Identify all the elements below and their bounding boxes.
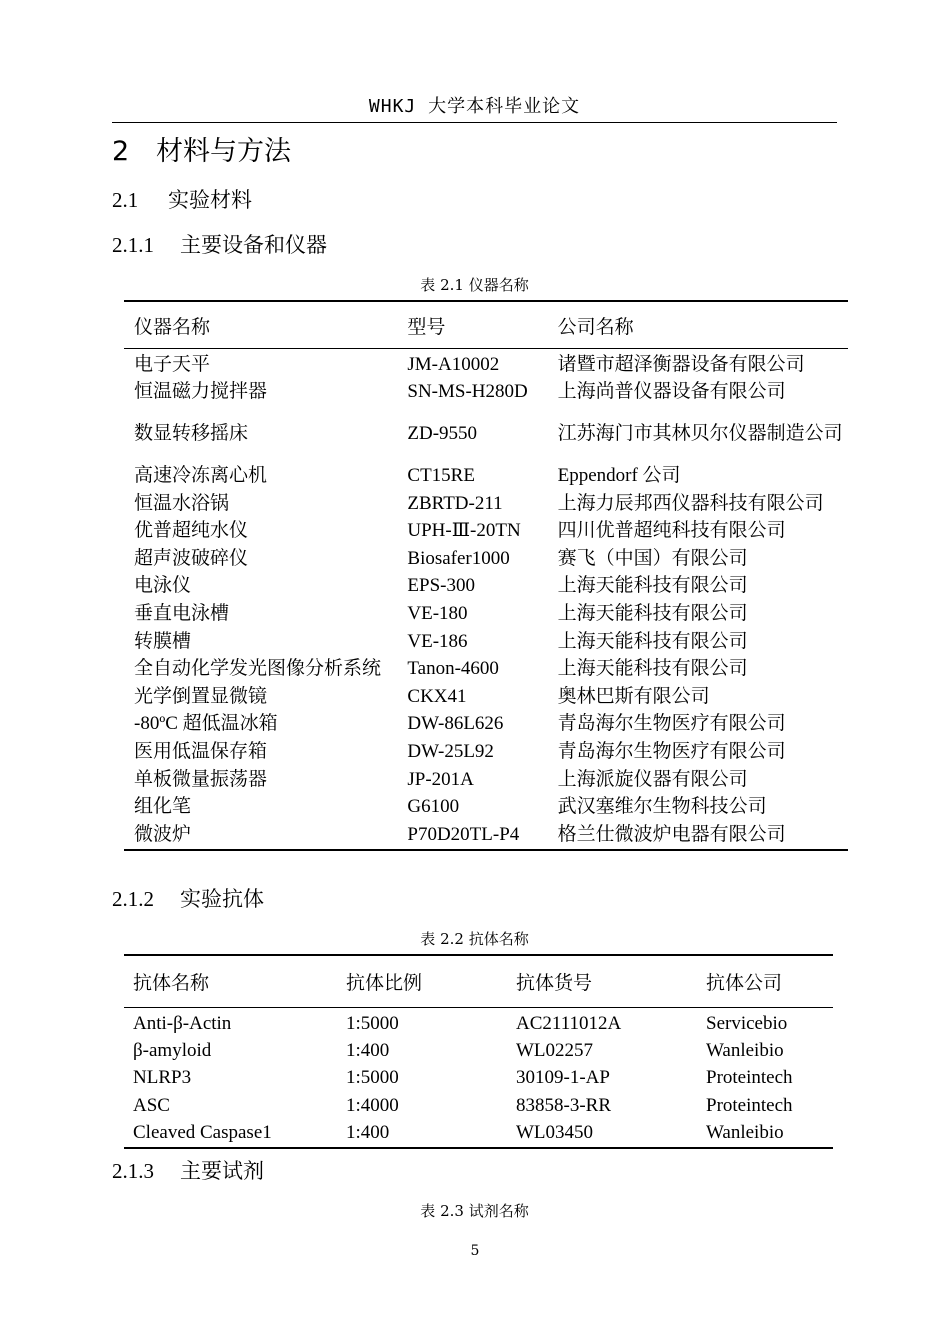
table-cell: ZD-9550 bbox=[407, 423, 478, 445]
table-row bbox=[124, 655, 848, 683]
table-cell: DW-25L92 bbox=[407, 740, 494, 762]
table-row bbox=[124, 349, 848, 379]
subsection-number: 2.1.3 bbox=[112, 1159, 154, 1183]
table-cell: 高速冷冻离心机 bbox=[134, 464, 268, 486]
subsection-heading-3 bbox=[112, 1157, 264, 1185]
table-row bbox=[124, 462, 848, 490]
table-cell: Anti-β-Actin bbox=[133, 1012, 232, 1034]
subsection-number: 2.1.2 bbox=[112, 887, 154, 911]
table-cell: DW-86L626 bbox=[407, 713, 504, 735]
table-row bbox=[124, 1008, 833, 1038]
subsection-heading-1 bbox=[112, 231, 327, 259]
table-cell: 30109-1-AP bbox=[516, 1067, 610, 1089]
table-row bbox=[124, 1120, 833, 1148]
subsection-number: 2.1.1 bbox=[112, 233, 154, 257]
table-cell: Eppendorf 公司 bbox=[557, 464, 681, 486]
column-header: 型号 bbox=[407, 316, 446, 338]
table-cell: ZBRTD-211 bbox=[407, 492, 503, 514]
antibodies-table bbox=[124, 954, 833, 1149]
table-cell: P70D20TL-P4 bbox=[407, 823, 520, 845]
table-cell: Proteintech bbox=[706, 1094, 793, 1116]
table-cell: -80ºC 超低温冰箱 bbox=[134, 713, 278, 735]
table-cell: 电子天平 bbox=[134, 353, 211, 375]
table-cell: 医用低温保存箱 bbox=[134, 740, 268, 762]
subsection-heading-2 bbox=[112, 885, 264, 913]
table-cell: EPS-300 bbox=[407, 575, 475, 597]
table-cell: Servicebio bbox=[706, 1012, 788, 1034]
table-cell: 恒温水浴锅 bbox=[134, 492, 230, 514]
table-row bbox=[124, 406, 848, 462]
table-cell: 组化笔 bbox=[134, 796, 192, 818]
table-cell: 单板微量振荡器 bbox=[134, 768, 268, 790]
table-cell: JP-201A bbox=[407, 768, 474, 790]
table-caption-2: 表 2.2 抗体名称 bbox=[420, 930, 529, 948]
table-cell: 1:5000 bbox=[346, 1012, 399, 1034]
table-cell: 青岛海尔生物医疗有限公司 bbox=[557, 713, 786, 735]
column-header: 抗体公司 bbox=[706, 973, 783, 994]
table-row bbox=[124, 517, 848, 545]
table-row bbox=[124, 793, 848, 821]
section-number: 2.1 bbox=[112, 188, 139, 212]
table-cell: SN-MS-H280D bbox=[407, 381, 528, 403]
table-cell: 1:400 bbox=[346, 1040, 390, 1062]
table-row bbox=[124, 683, 848, 711]
table-cell: 上海天能科技有限公司 bbox=[557, 602, 748, 624]
table-cell: 格兰仕微波炉电器有限公司 bbox=[557, 823, 786, 845]
table-cell: 上海派旋仪器有限公司 bbox=[557, 768, 748, 790]
table-row bbox=[124, 490, 848, 518]
table-row bbox=[124, 711, 848, 739]
table-cell: 上海天能科技有限公司 bbox=[557, 575, 748, 597]
table-cell: Tanon-4600 bbox=[407, 658, 499, 680]
table-cell: 转膜槽 bbox=[134, 630, 192, 652]
table-cell: 江苏海门市其林贝尔仪器制造公司 bbox=[557, 423, 843, 445]
table-cell: Proteintech bbox=[706, 1067, 793, 1089]
table-cell: WL03450 bbox=[516, 1122, 594, 1144]
table-cell: 武汉塞维尔生物科技公司 bbox=[557, 796, 767, 818]
subsection-title: 实验抗体 bbox=[180, 887, 264, 911]
table-cell: AC2111012A bbox=[516, 1012, 622, 1034]
table-cell: VE-186 bbox=[407, 630, 468, 652]
chapter-heading bbox=[112, 134, 291, 170]
chapter-number: 2 bbox=[112, 136, 130, 167]
table-cell: WL02257 bbox=[516, 1040, 594, 1062]
table-cell: 数显转移摇床 bbox=[134, 423, 249, 445]
table-row bbox=[124, 738, 848, 766]
table-cell: 超声波破碎仪 bbox=[134, 547, 249, 569]
table-cell: Cleaved Caspase1 bbox=[133, 1122, 272, 1144]
table-cell: JM-A10002 bbox=[407, 353, 500, 375]
table-cell: CT15RE bbox=[407, 464, 475, 486]
table-cell: 电泳仪 bbox=[134, 575, 192, 597]
table-cell: 83858-3-RR bbox=[516, 1094, 611, 1116]
table-cell: 恒温磁力搅拌器 bbox=[134, 381, 268, 403]
table-cell: 优普超纯水仪 bbox=[134, 520, 249, 542]
table-row bbox=[124, 573, 848, 601]
table-row bbox=[124, 821, 848, 850]
chapter-title: 材料与方法 bbox=[156, 136, 291, 167]
table-caption-3: 表 2.3 试剂名称 bbox=[420, 1202, 529, 1220]
section-title: 实验材料 bbox=[168, 188, 252, 212]
table-row bbox=[124, 628, 848, 656]
table-cell: 青岛海尔生物医疗有限公司 bbox=[557, 740, 786, 762]
table-cell: β-amyloid bbox=[133, 1040, 212, 1062]
column-header: 仪器名称 bbox=[134, 316, 211, 338]
header-text: WHKJ 大学本科毕业论文 bbox=[368, 96, 581, 117]
column-header: 抗体货号 bbox=[516, 973, 593, 994]
page-number: 5 bbox=[470, 1243, 480, 1259]
column-header: 公司名称 bbox=[557, 316, 634, 338]
table-cell: 上海力辰邦西仪器科技有限公司 bbox=[557, 492, 824, 514]
table-cell: G6100 bbox=[407, 796, 460, 818]
subsection-title: 主要设备和仪器 bbox=[180, 233, 327, 257]
running-header bbox=[112, 94, 837, 123]
section-heading bbox=[112, 186, 252, 214]
table-row bbox=[124, 1092, 833, 1119]
table-row bbox=[124, 766, 848, 794]
table-cell: 微波炉 bbox=[134, 823, 192, 845]
table-header-row bbox=[124, 955, 833, 1008]
table-cell: Wanleibio bbox=[706, 1040, 784, 1062]
table-cell: 赛飞（中国）有限公司 bbox=[557, 547, 748, 569]
table-cell: 四川优普超纯科技有限公司 bbox=[557, 520, 786, 542]
table-row bbox=[124, 1065, 833, 1092]
table-cell: 1:5000 bbox=[346, 1067, 399, 1089]
table-cell: 1:400 bbox=[346, 1122, 390, 1144]
table-row bbox=[124, 1037, 833, 1064]
subsection-title: 主要试剂 bbox=[180, 1159, 264, 1183]
table-cell: Wanleibio bbox=[706, 1122, 784, 1144]
table-cell: NLRP3 bbox=[133, 1067, 192, 1089]
column-header: 抗体名称 bbox=[133, 973, 210, 994]
table-row bbox=[124, 545, 848, 573]
table-cell: 光学倒置显微镜 bbox=[134, 685, 268, 707]
column-header: 抗体比例 bbox=[346, 973, 423, 994]
table-row bbox=[124, 379, 848, 407]
table-cell: 上海尚普仪器设备有限公司 bbox=[557, 381, 786, 403]
instruments-table bbox=[124, 300, 848, 851]
table-caption-1: 表 2.1 仪器名称 bbox=[420, 276, 529, 294]
table-cell: 上海天能科技有限公司 bbox=[557, 658, 748, 680]
table-cell: 垂直电泳槽 bbox=[134, 602, 230, 624]
table-cell: CKX41 bbox=[407, 685, 467, 707]
table-cell: 全自动化学发光图像分析系统 bbox=[134, 658, 382, 680]
table-cell: UPH-Ⅲ-20TN bbox=[407, 520, 521, 542]
table-cell: 1:4000 bbox=[346, 1094, 399, 1116]
table-cell: 诸暨市超泽衡器设备有限公司 bbox=[557, 353, 805, 375]
table-header-row bbox=[124, 301, 848, 349]
table-cell: VE-180 bbox=[407, 602, 468, 624]
table-cell: ASC bbox=[133, 1094, 170, 1116]
table-cell: 奥林巴斯有限公司 bbox=[557, 685, 710, 707]
table-cell: 上海天能科技有限公司 bbox=[557, 630, 748, 652]
table-row bbox=[124, 600, 848, 628]
table-cell: Biosafer1000 bbox=[407, 547, 510, 569]
